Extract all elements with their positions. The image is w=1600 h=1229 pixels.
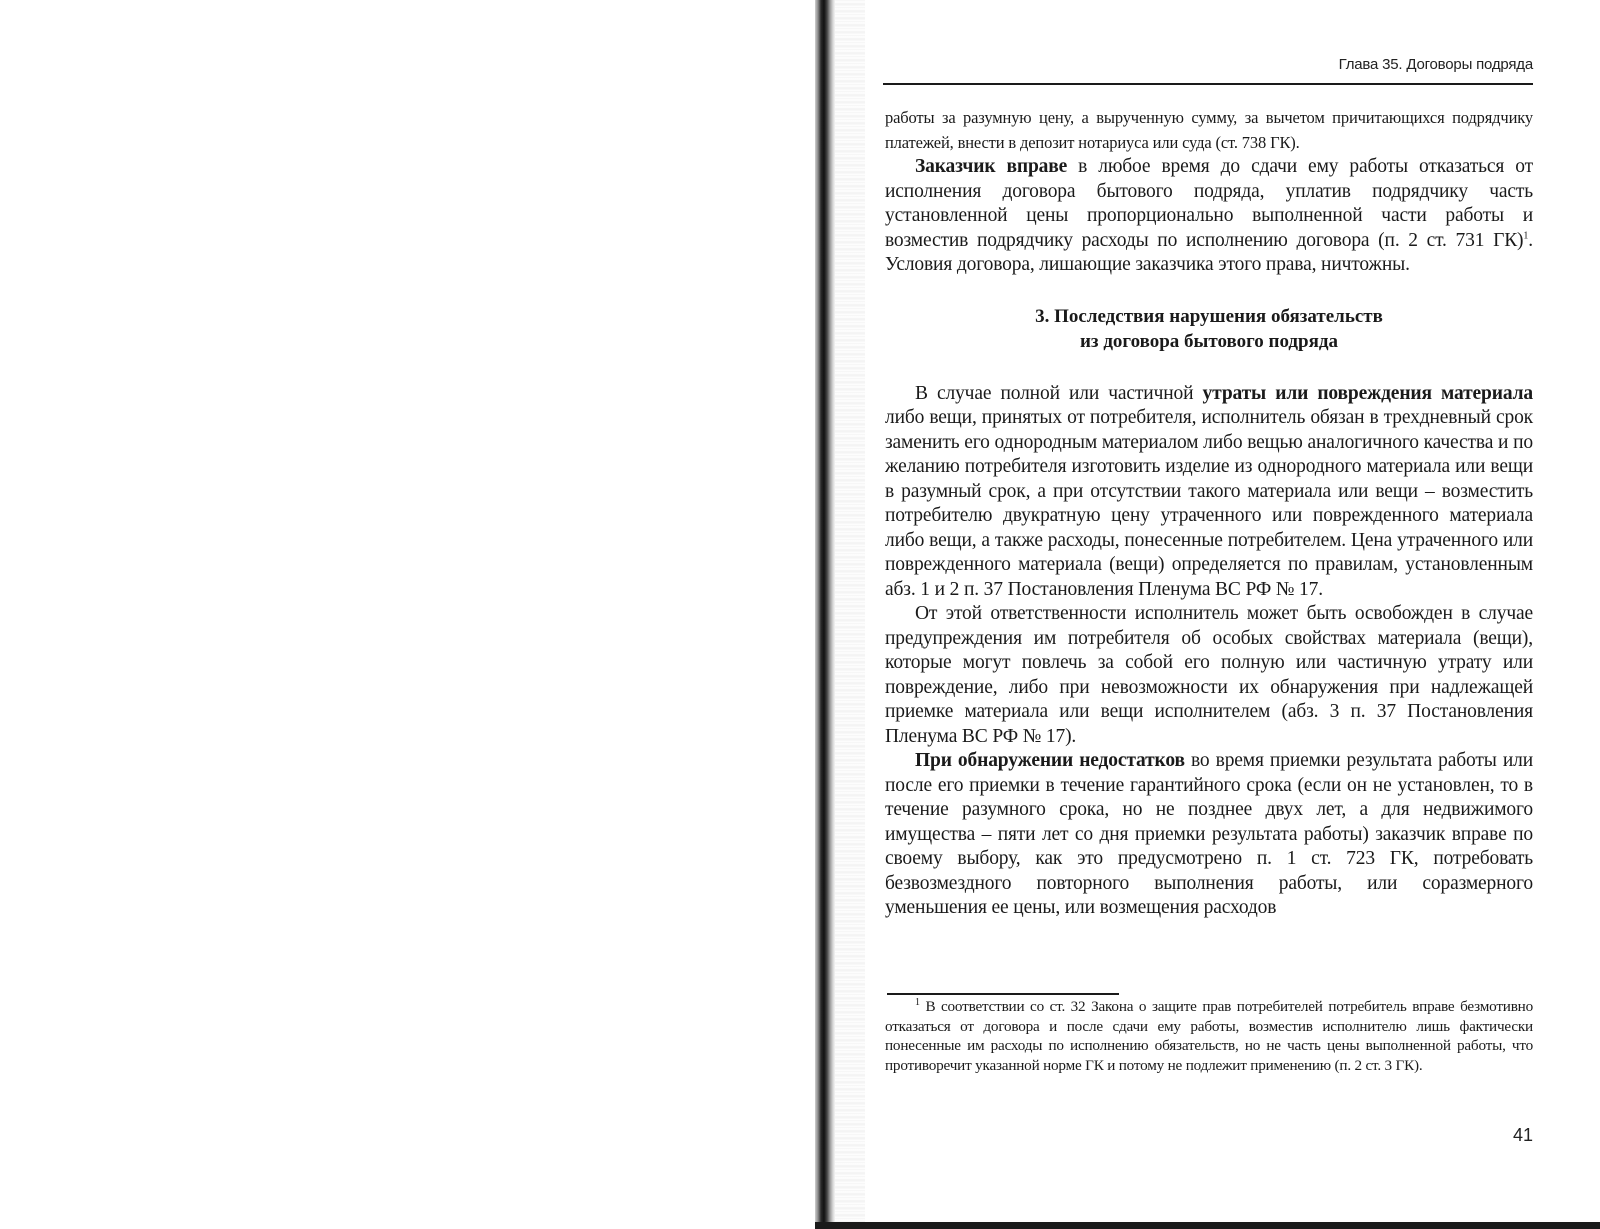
- paragraph-defects: [885, 749, 1533, 921]
- section-heading-line: 3. Последствия нарушения обязательств: [1035, 305, 1383, 327]
- bold-term: Заказчик вправе: [915, 156, 1068, 177]
- section-heading: [885, 304, 1533, 354]
- running-head: Глава 35. Договоры подряда: [1338, 56, 1533, 73]
- footnote: [885, 997, 1533, 1075]
- page-number: 41: [1512, 1125, 1533, 1145]
- paragraph-continuation: [885, 106, 1533, 155]
- footnote-text: В соответствии со ст. 32 Закона о защите прав потребителей потребитель вправе безмотивно отказаться от договора и после сдачи ему работы, возместив исполнителю лишь фактически понесенные им расходы по исполнению обязательств, но не часть цены выполненной работы, что противоречит указанной норме ГК и потому не подлежит применению (п. 2 ст. 3 ГК).: [885, 998, 1533, 1074]
- bold-term: утраты или повреждения материала: [1202, 382, 1533, 404]
- section-heading-line: из договора бытового подряда: [1079, 330, 1339, 352]
- paragraph-text: в любое время до сдачи ему работы отказаться от исполнения договора бытового подряда, уплатив подрядчику часть установленной цены пропорционально выполненной части работы и возместив подрядчику расходы по исполнению договора (п. 2 ст. 731 ГК): [885, 156, 1533, 251]
- spine-scan-noise: [835, 0, 865, 1229]
- page-body: [885, 106, 1533, 921]
- header-rule: [883, 83, 1533, 85]
- paragraph-text: В случае полной или частичной: [915, 382, 1203, 404]
- footnote-rule: [887, 993, 1119, 995]
- footnote-reference: 1: [1523, 230, 1529, 241]
- paragraph-text: . Условия договора, лишающие заказчика этого права, ничтожны.: [885, 229, 1533, 275]
- paragraph-customer-right: [885, 155, 1533, 278]
- paragraph-text: либо вещи, принятых от потребителя, исполнитель обязан в трехдневный срок заменить его однородным материалом либо вещью аналогичного качества и по желанию потребителя изготовить изделие из однородного материала или вещи в разумный срок, а при отсутствии такого материала или вещи – возместить потребителю двукратную цену утраченного или поврежденного материала либо вещи, а также расходы, понесенные потребителем. Цена утраченного или поврежденного материала (вещи) определяется по правилам, установленным абз. 1 и 2 п. 37 Постановления Пленума ВС РФ № 17.: [885, 407, 1533, 600]
- paragraph-text: От этой ответственности исполнитель может быть освобожден в случае предупреждения им потребителя об особых свойствах материала (вещи), которые могут повлечь за собой его полную или частичную утрату или повреждение, либо при невозможности их обнаружения при надлежащей приемке материала или вещи исполнителем (абз. 3 п. 37 Постановления Пленума ВС РФ № 17).: [885, 603, 1533, 747]
- paragraph-loss-of-material: [885, 382, 1533, 603]
- paragraph-text: работы за разумную цену, а вырученную сумму, за вычетом причитающихся подрядчику платежей, внести в депозит нотариуса или суда (ст. 738 ГК).: [885, 108, 1533, 152]
- paragraph-text: во время приемки результата работы или после его приемки в течение гарантийного срока (если он не установлен, то в течение разумного срока, но не позднее двух лет, а для недвижимого имущества – пяти лет со дня приемки результата работы) заказчик вправе по своему выбору, как это предусмотрено п. 1 ст. 723 ГК, потребовать безвозмездного повторного выполнения работы, или соразмерного уменьшения ее цены, или возмещения расходов: [885, 750, 1533, 918]
- paragraph-liability-exemption: [885, 602, 1533, 749]
- footnote-marker: 1: [915, 996, 920, 1008]
- bold-term: При обнаружении недостатков: [915, 750, 1185, 771]
- right-page: [885, 0, 1533, 1229]
- book-spine-shadow: [815, 0, 835, 1229]
